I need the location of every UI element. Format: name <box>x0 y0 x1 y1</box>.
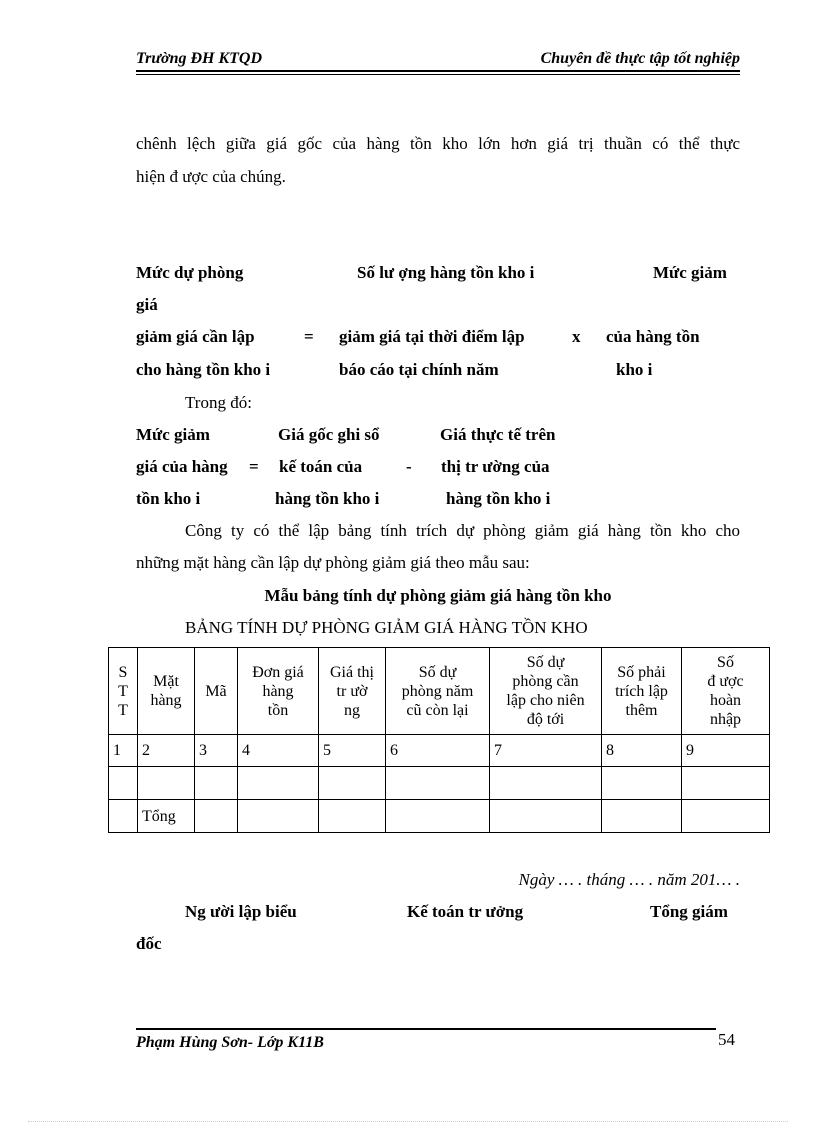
header-rule-thin <box>136 74 740 75</box>
col-header-text: Số đ ược hoàn nhập <box>707 654 744 728</box>
footer-rule <box>136 1028 716 1030</box>
where-label: Trong đó: <box>185 393 252 412</box>
col-header-unit-price <box>238 648 319 735</box>
table-cell <box>682 800 770 833</box>
table-cell: 7 <box>490 735 602 767</box>
col-header-remaining-provision <box>386 648 490 735</box>
formula2-r2c3: thị tr ường của <box>441 457 550 476</box>
page-edge-rule <box>28 1121 788 1122</box>
formula2-r3c1: tồn kho i <box>136 489 201 508</box>
formula2-r3c2: hàng tồn kho i <box>275 489 380 508</box>
table-cell <box>109 767 138 800</box>
table-header-row <box>109 648 770 735</box>
col-header-stt <box>109 648 138 735</box>
table-cell: 1 <box>109 735 138 767</box>
formula2-r2c2: kế toán của <box>279 457 363 476</box>
signature-accountant: Kế toán tr ưởng <box>407 902 524 921</box>
col-header-reversal <box>682 648 770 735</box>
formula1-r2c2: giảm giá tại thời điểm lập <box>339 327 525 346</box>
signature-director-cont: đốc <box>136 934 162 953</box>
table-cell <box>319 800 386 833</box>
table-cell <box>386 800 490 833</box>
table-cell: 5 <box>319 735 386 767</box>
table-cell: 3 <box>195 735 238 767</box>
table-cell <box>138 767 195 800</box>
formula1-r1c2: Số lư ợng hàng tồn kho i <box>357 263 535 282</box>
table-cell: 2 <box>138 735 195 767</box>
formula1-r1c4: giá <box>136 295 158 314</box>
col-header-text: Mặt hàng <box>150 673 182 709</box>
formula1-r1c3: Mức giảm <box>653 263 727 282</box>
col-header-text: Giá thị tr ườ ng <box>330 663 374 719</box>
col-header-code <box>195 648 238 735</box>
header-school: Trường ĐH KTQD <box>136 50 263 67</box>
table-cell <box>238 767 319 800</box>
table-caption: Mẫu bảng tính dự phòng giảm giá hàng tồn kho <box>264 586 612 605</box>
signature-director: Tổng giám <box>650 902 728 921</box>
header-rule-thick <box>136 70 740 72</box>
formula2-equals: = <box>249 457 259 476</box>
col-header-market-price <box>319 648 386 735</box>
table-cell <box>195 800 238 833</box>
date-line: Ngày … . tháng … . năm 201… . <box>518 870 740 889</box>
table-cell <box>109 800 138 833</box>
formula2-r3c3: hàng tồn kho i <box>446 489 551 508</box>
table-row-numbers <box>109 735 770 767</box>
col-header-required-provision <box>490 648 602 735</box>
page-number: 54 <box>718 1030 735 1049</box>
col-header-text: Đơn giá hàng tồn <box>252 663 304 719</box>
table-cell <box>682 767 770 800</box>
table-cell <box>319 767 386 800</box>
table-cell: 6 <box>386 735 490 767</box>
formula1-times: x <box>572 327 581 346</box>
para2-line-2: những mặt hàng cần lập dự phòng giảm giá theo mẫu sau: <box>136 553 530 572</box>
formula2-minus: - <box>406 457 412 476</box>
table-cell: 8 <box>602 735 682 767</box>
formula2-r1c1: Mức giảm <box>136 425 210 444</box>
col-header-text: S T T <box>118 663 128 719</box>
col-header-text: Số phải trích lập thêm <box>615 663 668 719</box>
formula1-equals: = <box>304 327 314 346</box>
col-header-additional <box>602 648 682 735</box>
table-title: BẢNG TÍNH DỰ PHÒNG GIẢM GIÁ HÀNG TỒN KHO <box>185 618 588 637</box>
col-header-text: Mã <box>205 682 227 700</box>
formula1-r1c1: Mức dự phòng <box>136 263 244 282</box>
col-header-item <box>138 648 195 735</box>
table-cell <box>490 767 602 800</box>
col-header-text: Số dự phòng cần lập cho niên độ tới <box>506 654 585 728</box>
table-row-empty <box>109 767 770 800</box>
formula2-r1c3: Giá thực tế trên <box>440 425 556 444</box>
table-cell: 4 <box>238 735 319 767</box>
formula2-r1c2: Giá gốc ghi sổ <box>278 425 380 444</box>
table-cell <box>195 767 238 800</box>
provision-table <box>108 647 770 833</box>
table-cell: 9 <box>682 735 770 767</box>
formula1-r2c3: của hàng tồn <box>606 327 700 346</box>
footer-author: Phạm Hùng Sơn- Lớp K11B <box>136 1034 324 1051</box>
table-total-label: Tổng <box>138 800 195 833</box>
para2-line-1: Công ty có thể lập bảng tính trích dự phòng giảm giá hàng tồn kho cho <box>185 521 740 540</box>
table-cell <box>490 800 602 833</box>
table-cell <box>238 800 319 833</box>
col-header-text: Số dự phòng năm cũ còn lại <box>401 663 474 719</box>
intro-line-2: hiện đ ược của chúng. <box>136 167 286 186</box>
formula1-r3c2: báo cáo tại chính năm <box>339 360 499 379</box>
signature-preparer: Ng ười lập biểu <box>185 902 297 921</box>
table-row-total <box>109 800 770 833</box>
formula1-r2c1: giảm giá cần lập <box>136 327 255 346</box>
formula1-r3c1: cho hàng tồn kho i <box>136 360 271 379</box>
intro-line-1: chênh lệch giữa giá gốc của hàng tồn kho lớn hơn giá trị thuần có thể thực <box>136 134 740 153</box>
header-title: Chuyên đề thực tập tốt nghiệp <box>540 50 740 67</box>
table-cell <box>386 767 490 800</box>
table-cell <box>602 767 682 800</box>
table-cell <box>602 800 682 833</box>
formula2-r2c1: giá của hàng <box>136 457 228 476</box>
formula1-r3c3: kho i <box>616 360 653 379</box>
